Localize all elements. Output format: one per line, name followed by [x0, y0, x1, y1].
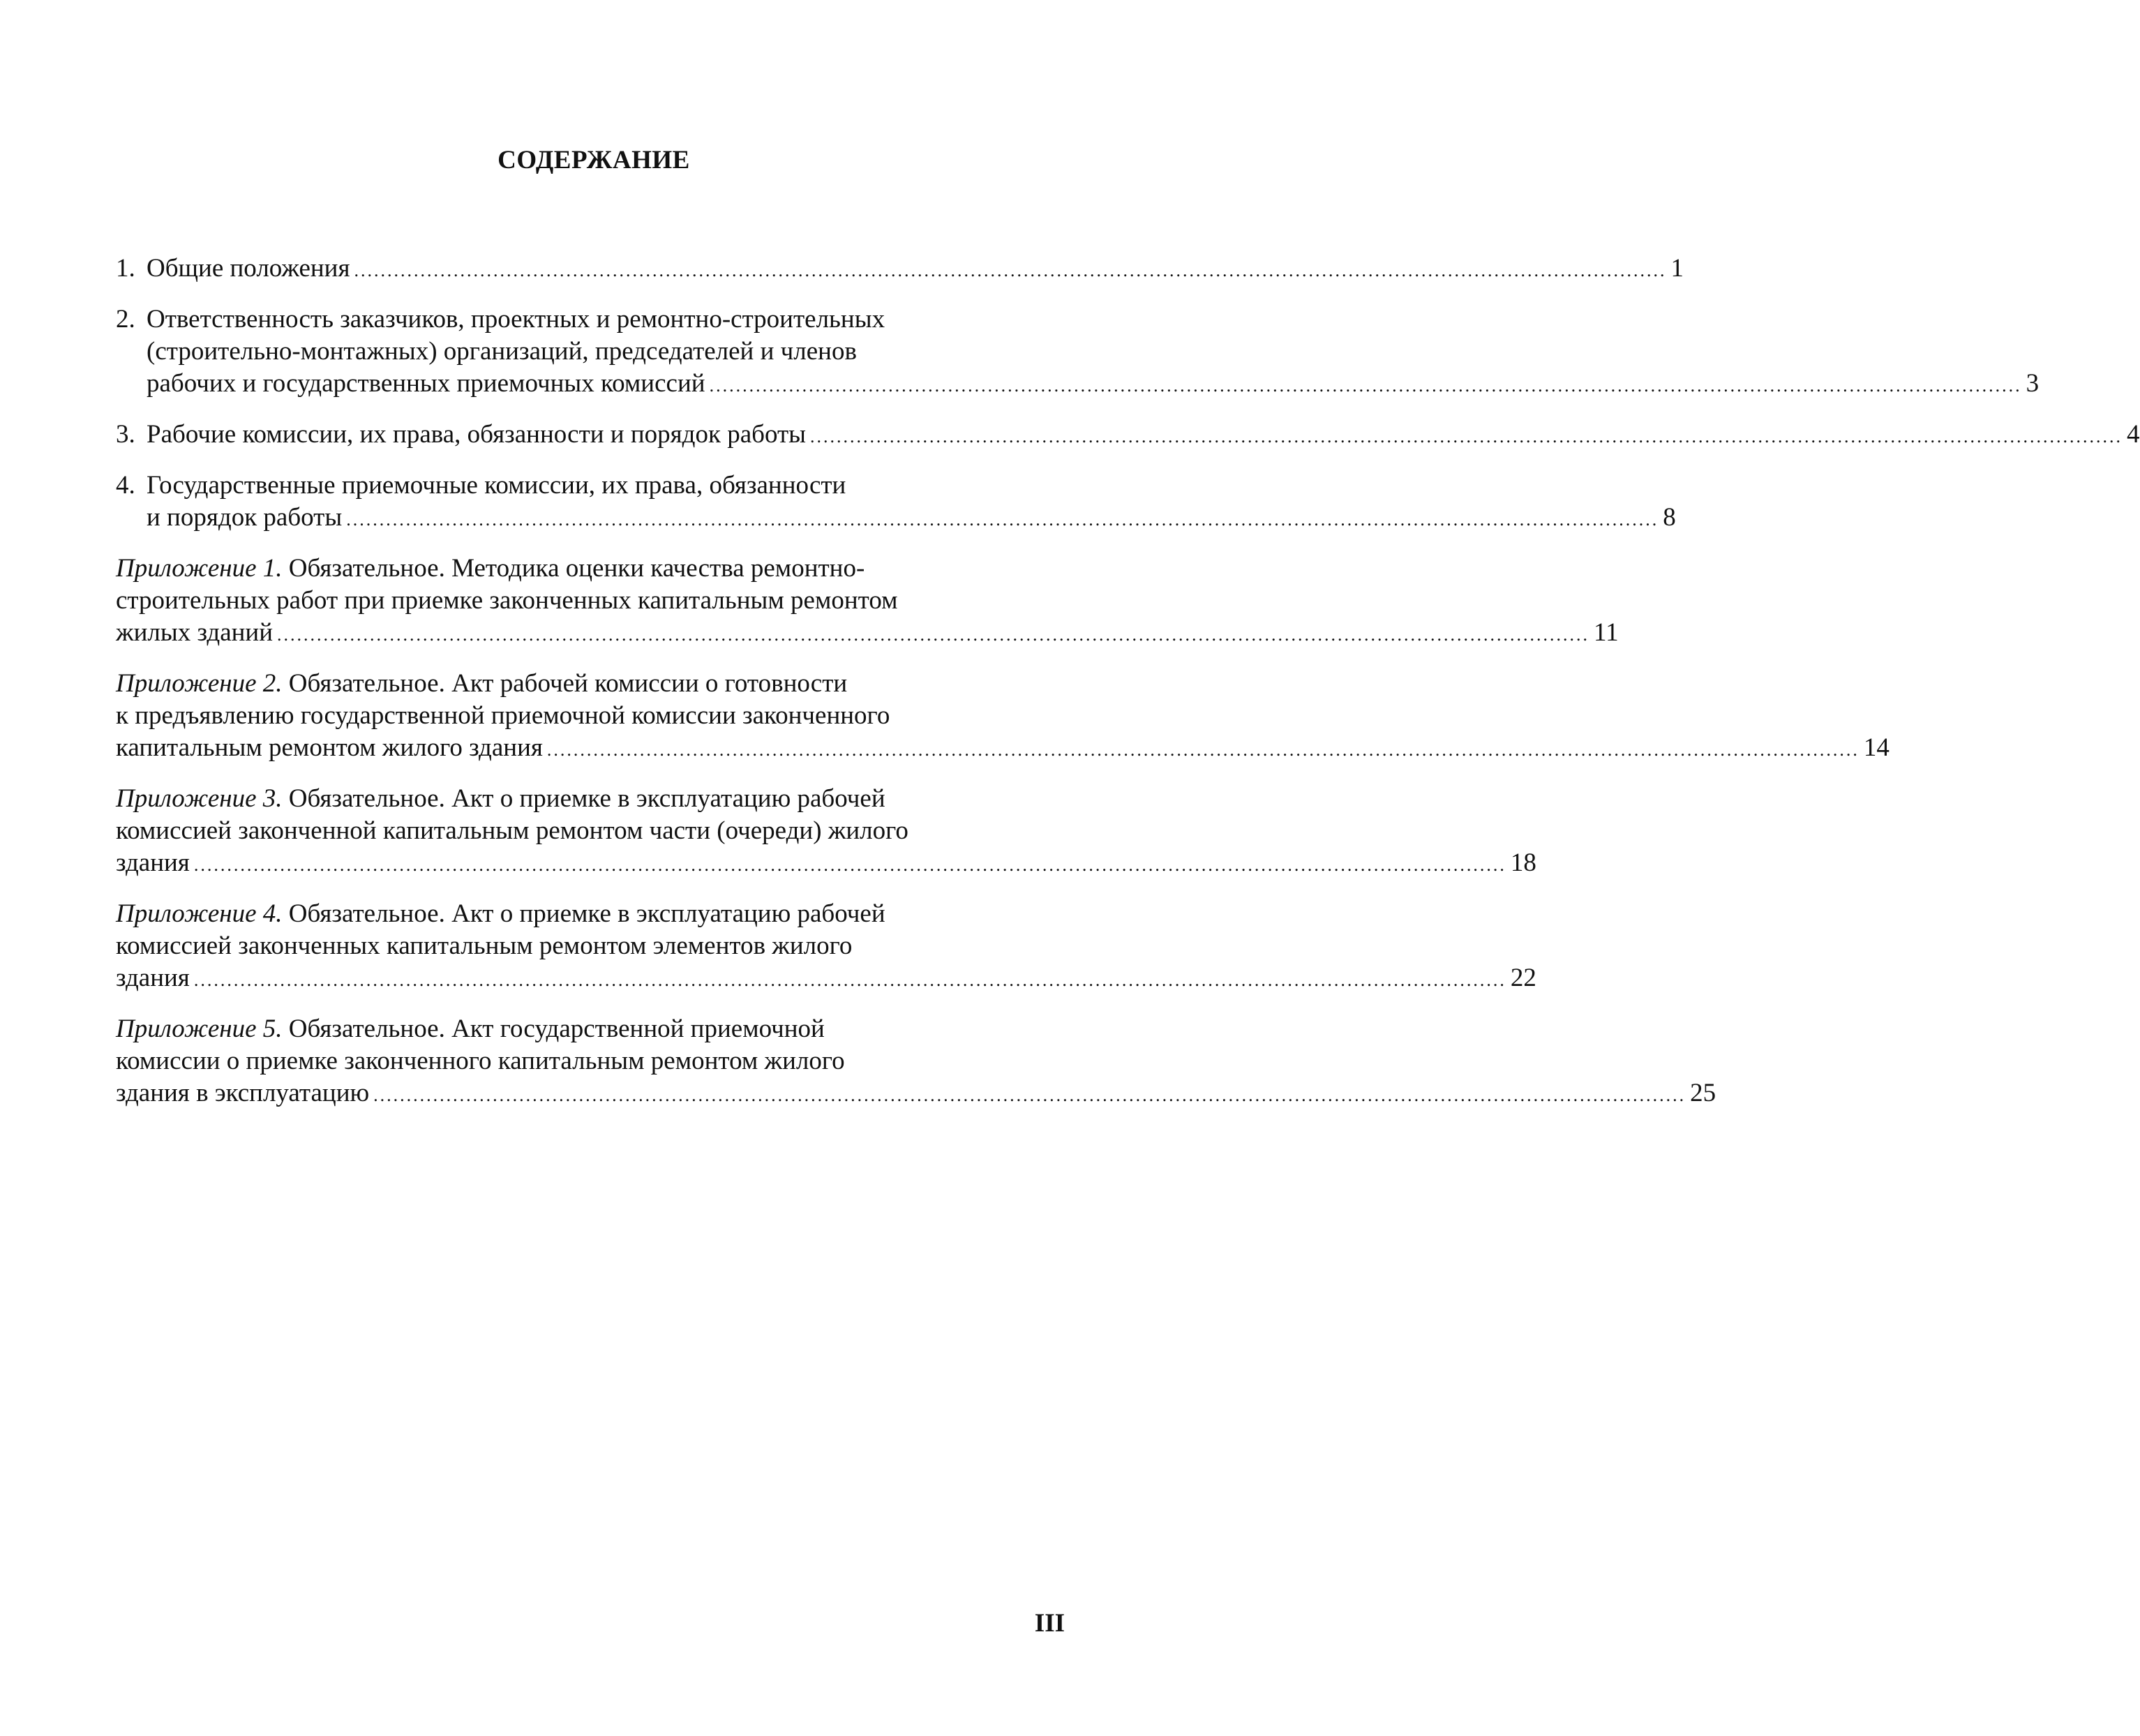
dot-leader: ......................................................................................................................................................................................................	[193, 970, 1506, 990]
toc-row	[116, 898, 1065, 930]
dot-leader: ......................................................................................................................................................................................................	[277, 624, 1590, 645]
entry-text: Рабочие комиссии, их права, обязанности и порядок работы	[147, 420, 807, 449]
entry-text: здания	[116, 964, 190, 992]
entry-text: жилых зданий	[116, 618, 274, 647]
toc-appendix-5	[116, 1013, 1716, 1112]
appendix-label: Приложение 1.	[116, 554, 283, 583]
dot-leader: ......................................................................................................................................................................................................	[810, 426, 2123, 447]
entry-page: 14	[1863, 733, 1890, 762]
dot-leader: ......................................................................................................................................................................................................	[373, 1085, 1686, 1105]
toc-row	[116, 617, 1619, 651]
entry-text: и порядок работы	[147, 503, 343, 532]
toc-row	[116, 732, 1890, 766]
toc-row	[116, 1077, 1716, 1112]
page-number: III	[1034, 1609, 1065, 1638]
dot-leader: ......................................................................................................................................................................................................	[346, 509, 1659, 530]
entry-page: 3	[2026, 369, 2040, 398]
entry-text: капитальным ремонтом жилого здания	[116, 733, 543, 762]
dot-leader: ......................................................................................................................................................................................................	[193, 855, 1506, 875]
dot-leader: ......................................................................................................................................................................................................	[709, 375, 2022, 396]
appendix-label: Приложение 2.	[116, 669, 283, 698]
entry-text: Общие положения	[147, 254, 350, 283]
entry-text: рабочих и государственных приемочных комиссий	[147, 369, 705, 398]
toc-row	[116, 470, 1065, 502]
entry-text: Государственные приемочные комиссии, их права, обязанности	[147, 471, 846, 500]
appendix-label: Приложение 3.	[116, 784, 283, 813]
toc-entry-3	[116, 419, 2140, 453]
entry-text: комиссией законченных капитальным ремонтом элементов жилого	[116, 931, 853, 960]
toc-appendix-4	[116, 898, 1536, 996]
entry-text: комиссией законченной капитальным ремонтом части (очереди) жилого	[116, 816, 908, 845]
entry-text: Ответственность заказчиков, проектных и ремонтно-строительных	[147, 305, 885, 334]
toc-entry-1	[116, 253, 1684, 287]
toc-row	[116, 1013, 1065, 1045]
appendix-label: Приложение 5.	[116, 1015, 283, 1043]
entry-page: 11	[1594, 618, 1619, 647]
entry-page: 25	[1690, 1079, 1716, 1107]
entry-text: Обязательное. Методика оценки качества ремонтно-	[282, 554, 865, 583]
entry-text: строительных работ при приемке законченных капитальным ремонтом	[116, 586, 898, 615]
entry-text: здания в эксплуатацию	[116, 1079, 370, 1107]
entry-page: 1	[1670, 254, 1684, 283]
entry-text: комиссии о приемке законченного капитальным ремонтом жилого	[116, 1047, 845, 1075]
toc-appendix-1	[116, 553, 1619, 651]
entry-number: 1.	[116, 254, 135, 283]
entry-text: Обязательное. Акт рабочей комиссии о готовности	[282, 669, 848, 698]
toc-entry-4	[116, 470, 1676, 536]
entry-text: Обязательное. Акт о приемке в эксплуатацию рабочей	[282, 784, 885, 813]
toc-appendix-2	[116, 668, 1890, 766]
toc-row	[116, 368, 2040, 402]
entry-text: Обязательное. Акт государственной приемочной	[282, 1015, 825, 1043]
toc-row	[116, 253, 1684, 287]
entry-text: (строительно-монтажных) организаций, председателей и членов	[147, 337, 857, 366]
page-title: СОДЕРЖАНИЕ	[497, 146, 690, 174]
appendix-label: Приложение 4.	[116, 899, 283, 928]
entry-text: к предъявлению государственной приемочной комиссии законченного	[116, 701, 890, 730]
toc-row	[116, 304, 1065, 336]
entry-page: 4	[2127, 420, 2140, 449]
entry-number: 2.	[116, 305, 135, 334]
toc-row	[116, 783, 1065, 815]
toc-row	[116, 502, 1676, 536]
toc-row	[116, 419, 2140, 453]
toc-row	[116, 847, 1536, 881]
table-of-contents	[116, 253, 2140, 1128]
toc-row	[116, 962, 1536, 996]
toc-appendix-3	[116, 783, 1536, 881]
toc-row	[116, 553, 1065, 585]
toc-entry-2	[116, 304, 2040, 402]
entry-text: Обязательное. Акт о приемке в эксплуатацию рабочей	[282, 899, 885, 928]
entry-number: 4.	[116, 471, 135, 500]
entry-text: здания	[116, 848, 190, 877]
entry-number: 3.	[116, 420, 135, 449]
toc-row	[116, 668, 1065, 700]
entry-page: 18	[1510, 848, 1536, 877]
dot-leader: ......................................................................................................................................................................................................	[546, 740, 1860, 760]
entry-page: 8	[1663, 503, 1676, 532]
dot-leader: ......................................................................................................................................................................................................	[354, 260, 1667, 280]
entry-page: 22	[1510, 964, 1536, 992]
